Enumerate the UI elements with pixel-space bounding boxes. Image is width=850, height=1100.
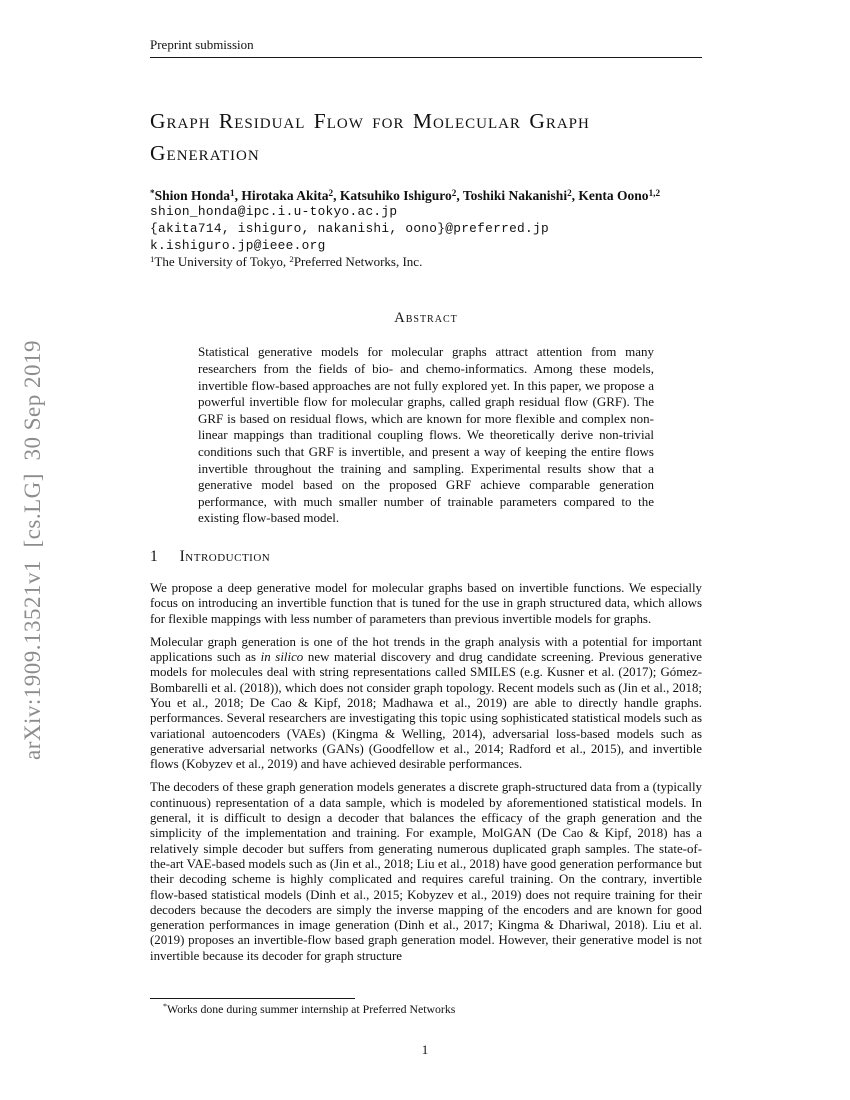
section-number: 1: [150, 547, 158, 565]
paper-title: Graph Residual Flow for Molecular Graph Generation: [150, 109, 590, 165]
abstract-heading: Abstract: [394, 310, 458, 327]
arxiv-watermark: arXiv:1909.13521v1 [cs.LG] 30 Sep 2019: [20, 340, 45, 760]
author-names: *Shion Honda$^1$, Hirotaka Akita$^2$, Katsuhiko Ishiguro$^2$, Toshiki Nakanishi$^2$, Kenta Oono$^{1,2}$: [150, 187, 661, 203]
author-email-3: k.ishiguro.jp@ieee.org: [150, 237, 326, 253]
author-email-2: {akita714, ishiguro, nakanishi, oono}@preferred.jp: [150, 220, 549, 236]
intro-paragraph-3: The decoders of these graph generation models generates a discrete graph-structured data from a (typically continuous) representation of a data sample, which is modeled by aforementioned statistical models. In general, it is difficult to design a decoder that balances the efficacy of the graph generation and the simplicity of the implementation and training. For example, MolGAN (De Cao & Kipf, 2018) has a relatively simple decoder but suffers from generating numerous duplicated graph samples. The state-of-the-art VAE-based models such as (Jin et al., 2018; Liu et al., 2018) have good generation performance but their decoding scheme is highly complicated and requires careful training. On the contrary, invertible flow-based statistical models (Dinh et al., 2015; Kobyzev et al., 2019) does not require training for their decoders because the decoders are simply the inverse mapping of the encoders and are known for good generation performances in image generation (Dinh et al., 2017; Kingma & Dhariwal, 2018). Liu et al. (2019) proposes an invertible-flow based graph generation model. However, their generative model is not invertible because its decoder for graph structure: [150, 780, 702, 963]
header-rule: [150, 57, 702, 58]
footnote-block: [150, 998, 702, 1017]
section-heading-introduction: [150, 548, 702, 566]
running-header: Preprint submission: [150, 37, 254, 52]
intro-paragraph-2: Molecular graph generation is one of the hot trends in the graph analysis with a potential for important applications such as in silico new material discovery and drug candidate screening. Previous generative models for molecules deal with string representations called SMILES (e.g. Kusner et al. (2017); Gómez-Bombarelli et al. (2018)), which does not consider graph topology. Recent models such as (Jin et al., 2018; You et al., 2018; De Cao & Kipf, 2018; Madhawa et al., 2019) are able to directly handle graphs. performances. Several researchers are investigating this topic using sophisticated statistical models such as variational autoencoders (VAEs) (Kingma & Welling, 2014), adversarial loss-based models such as generative adversarial networks (GANs) (Goodfellow et al., 2014; Radford et al., 2015), and invertible flows (Kobyzev et al., 2019) and have achieved desirable performances.: [150, 634, 703, 772]
authors-block: [150, 187, 702, 270]
intro-paragraph-1: We propose a deep generative model for molecular graphs based on invertible functions. We especially focus on introducing an invertible function that is tuned for the use in graph structured data, which allows for flexible mappings with less number of parameters than previous invertible models for graphs.: [150, 580, 702, 626]
footnote-text: *Works done during summer internship at Preferred Networks: [163, 1002, 456, 1016]
paper-content-column: [150, 0, 702, 964]
footnote-rule: [150, 998, 355, 999]
author-affiliations: $^1$The University of Tokyo, $^2$Preferred Networks, Inc.: [150, 254, 423, 270]
page-number: 1: [421, 1042, 429, 1057]
abstract-body: Statistical generative models for molecular graphs attract attention from many researchers from the fields of bio- and chemo-informatics. Among these models, invertible flow-based approaches are not fully explored yet. In this paper, we propose a powerful invertible flow for molecular graphs, called graph residual flow (GRF). The GRF is based on residual flows, which are known for more flexible and complex non-linear mappings than traditional coupling flows. We theoretically derive non-trivial conditions such that GRF is invertible, and present a way of keeping the entire flows invertible throughout the training and sampling. Experimental results show that a generative model based on the proposed GRF achieve comparable generation performance, with much smaller number of trainable parameters compared to the existing flow-based model.: [198, 344, 654, 526]
section-title: Introduction: [179, 547, 271, 565]
author-email-1: shion_honda@ipc.i.u-tokyo.ac.jp: [150, 204, 398, 219]
